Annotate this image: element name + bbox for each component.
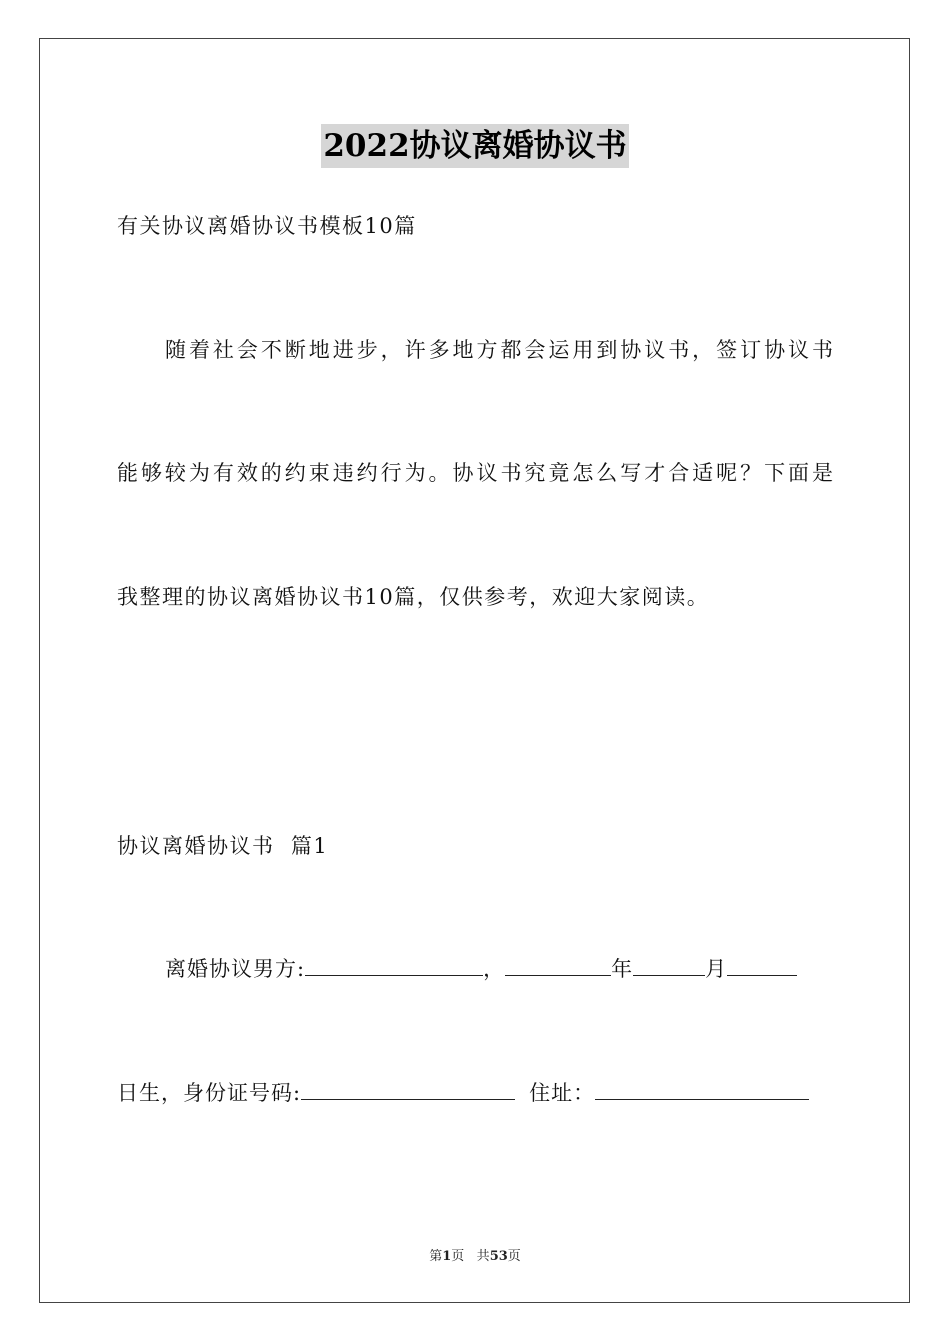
form-line-male [165, 955, 797, 983]
id-number-blank[interactable] [301, 1079, 515, 1100]
intro-line-2: 能够较为有效的约束违约行为。协议书究竟怎么写才合适呢？下面是 [117, 461, 833, 485]
male-name-blank[interactable] [305, 955, 483, 976]
male-label: 离婚协议男方: [165, 957, 306, 981]
footer-page-suffix: 页 [451, 1249, 465, 1264]
footer-page-number: 1 [442, 1249, 452, 1264]
footer-total-pages: 53 [489, 1249, 508, 1264]
birth-date-blank[interactable] [505, 955, 611, 976]
footer-total-prefix: 共 [476, 1249, 490, 1264]
intro-line-3: 我整理的协议离婚协议书10篇，仅供参考，欢迎大家阅读。 [117, 585, 710, 609]
birth-month-blank[interactable] [727, 955, 797, 976]
year-label: 年 [611, 957, 634, 981]
footer-prefix: 第 [429, 1249, 443, 1264]
born-id-label: 日生，身份证号码: [117, 1081, 302, 1105]
document-title: 2022协议离婚协议书 [321, 124, 628, 168]
section-heading: 协议离婚协议书 篇1 [117, 834, 329, 858]
form-line-id [117, 1079, 809, 1107]
document-subtitle: 有关协议离婚协议书模板10篇 [117, 214, 417, 238]
month-label: 月 [705, 957, 728, 981]
address-label: 住址： [529, 1081, 596, 1105]
title-container [0, 124, 950, 168]
comma-text: ， [483, 957, 506, 981]
page-footer [0, 1248, 950, 1266]
address-blank[interactable] [595, 1079, 809, 1100]
footer-total-suffix: 页 [507, 1249, 521, 1264]
birth-year-blank[interactable] [633, 955, 705, 976]
intro-line-1: 随着社会不断地进步，许多地方都会运用到协议书，签订协议书 [165, 338, 833, 362]
